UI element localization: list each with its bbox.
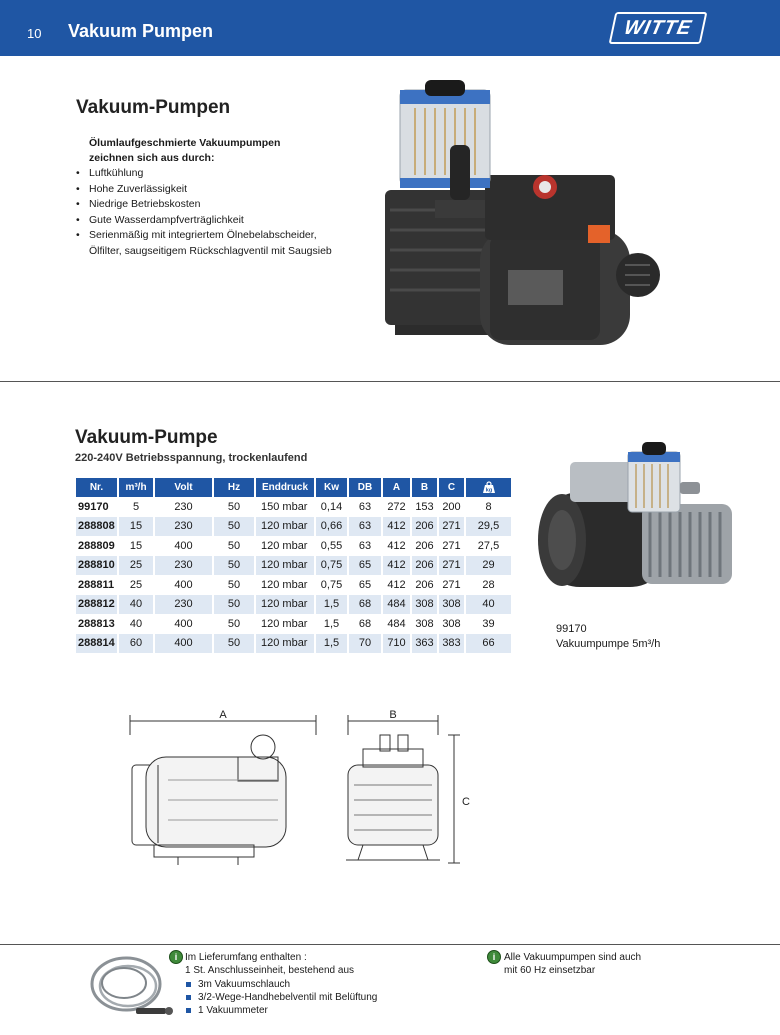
table-cell: 50 [214,634,256,654]
table-cell: 0,75 [316,575,349,595]
table-cell: 25 [119,575,155,595]
table-cell: 272 [383,497,412,517]
table-cell: 484 [383,595,412,615]
table-row [76,497,513,517]
col-header-kw: Kw [316,478,349,497]
table-cell: 230 [155,556,214,576]
table-cell: 288808 [76,517,119,537]
col-header-weight [466,478,513,497]
table-row [76,575,513,595]
col-header-volt: Volt [155,478,214,497]
table-cell: 99170 [76,497,119,517]
table-cell: 230 [155,595,214,615]
table-cell: 28 [466,575,513,595]
table-cell: 65 [349,556,383,576]
list-item: 3/2-Wege-Handhebelventil mit Belüftung [185,991,377,1004]
vacuum-hose-photo [86,950,178,1022]
table-row [76,614,513,634]
table-cell: 29,5 [466,517,513,537]
list-item: • Luftkühlung [76,166,346,182]
table-cell: 50 [214,556,256,576]
table-cell: 39 [466,614,513,634]
table-cell: 15 [119,517,155,537]
list-item: 3m Vakuumschlauch [185,978,377,991]
frequency-note: Alle Vakuumpumpen sind auch mit 60 Hz einsetzbar [504,952,642,976]
table-cell: 0,14 [316,497,349,517]
table-cell: 363 [412,634,439,654]
table-cell: 412 [383,517,412,537]
oil-pump-photo [340,70,670,375]
table-cell: 288809 [76,536,119,556]
table-cell: 120 mbar [256,614,316,634]
svg-text:B: B [389,709,397,721]
col-header-a: A [383,478,412,497]
section-divider [0,381,780,382]
table-row [76,556,513,576]
table-cell: 288813 [76,614,119,634]
col-header-nr: Nr. [76,478,119,497]
table-row [76,634,513,654]
table-cell: 288810 [76,556,119,576]
header-title: Vakuum Pumpen [68,21,214,41]
witte-logo: WITTE [609,12,708,44]
section1-title: Vakuum-Pumpen [76,97,231,118]
table-cell: 0,75 [316,556,349,576]
table-header-row [76,478,513,497]
table-cell: 50 [214,575,256,595]
list-item: • Niedrige Betriebskosten [76,197,346,213]
table-cell: 40 [466,595,513,615]
table-row [76,536,513,556]
svg-text:kg: kg [485,487,492,494]
table-cell: 8 [466,497,513,517]
delivery-list [185,978,377,1017]
table-cell: 308 [412,595,439,615]
info-icon: i [169,950,183,964]
table-cell: 308 [439,595,466,615]
table-cell: 230 [155,497,214,517]
table-cell: 230 [155,517,214,537]
svg-text:A: A [219,709,227,721]
table-row [76,595,513,615]
table-cell: 66 [466,634,513,654]
table-cell: 5 [119,497,155,517]
table-cell: 68 [349,595,383,615]
table-cell: 271 [439,575,466,595]
table-cell: 63 [349,536,383,556]
table-cell: 308 [439,614,466,634]
table-cell: 29 [466,556,513,576]
table-cell: 70 [349,634,383,654]
table-cell: 200 [439,497,466,517]
col-header-enddruck: Enddruck [256,478,316,497]
table-cell: 710 [383,634,412,654]
delivery-scope: Im Lieferumfang enthalten : 1 St. Anschlusseinheit, bestehend aus 3m Vakuumschlauch 3/2-Wege-Handhebelventil mit Belüftung 1 Vakuummeter [185,952,378,1016]
table-cell: 412 [383,575,412,595]
table-cell: 288812 [76,595,119,615]
table-cell: 206 [412,575,439,595]
table-cell: 40 [119,595,155,615]
page-number: 10 [27,26,42,41]
table-cell: 50 [214,536,256,556]
table-cell: 0,66 [316,517,349,537]
specs-table [76,478,513,653]
table-cell: 1,5 [316,614,349,634]
table-cell: 25 [119,556,155,576]
table-cell: 60 [119,634,155,654]
table-cell: 50 [214,595,256,615]
table-cell: 50 [214,517,256,537]
list-item: • Gute Wasserdampfverträglichkeit [76,213,346,229]
col-header-c: C [439,478,466,497]
table-cell: 288811 [76,575,119,595]
section1-intro: Ölumlaufgeschmierte Vakuumpumpen zeichnen sich aus durch: [89,137,281,164]
table-cell: 65 [349,575,383,595]
table-cell: 153 [412,497,439,517]
col-header-b: B [412,478,439,497]
table-cell: 0,55 [316,536,349,556]
feature-list [76,166,346,260]
table-cell: 484 [383,614,412,634]
svg-text:C: C [462,796,470,808]
table-cell: 206 [412,517,439,537]
table-cell: 1,5 [316,634,349,654]
table-cell: 206 [412,556,439,576]
product-caption: 99170 Vakuumpumpe 5m³/h [556,623,661,650]
table-cell: 271 [439,556,466,576]
table-cell: 400 [155,536,214,556]
dimension-drawing [118,705,478,885]
table-cell: 63 [349,497,383,517]
table-cell: 206 [412,536,439,556]
table-cell: 120 mbar [256,595,316,615]
table-cell: 308 [412,614,439,634]
table-cell: 400 [155,634,214,654]
table-cell: 271 [439,536,466,556]
list-item: 1 Vakuummeter [185,1004,377,1017]
page-header [0,0,780,56]
table-cell: 15 [119,536,155,556]
footer-divider [0,944,780,945]
table-row [76,517,513,537]
table-cell: 150 mbar [256,497,316,517]
section2-title: Vakuum-Pumpe [75,427,218,448]
table-cell: 63 [349,517,383,537]
table-cell: 120 mbar [256,575,316,595]
col-header-hz: Hz [214,478,256,497]
info-icon: i [487,950,501,964]
section2-subtitle: 220-240V Betriebsspannung, trockenlaufend [75,452,308,464]
list-item: • Serienmäßig mit integriertem Ölnebelabscheider, Ölfilter, saugseitigem Rückschlagventil mit Saugsieb [76,228,346,259]
table-cell: 1,5 [316,595,349,615]
table-cell: 40 [119,614,155,634]
col-header-db: DB [349,478,383,497]
table-cell: 68 [349,614,383,634]
table-cell: 50 [214,497,256,517]
table-cell: 412 [383,536,412,556]
dry-pump-photo [522,432,742,612]
table-cell: 412 [383,556,412,576]
table-cell: 288814 [76,634,119,654]
table-cell: 120 mbar [256,517,316,537]
table-cell: 120 mbar [256,556,316,576]
list-item: • Hohe Zuverlässigkeit [76,182,346,198]
table-cell: 383 [439,634,466,654]
table-cell: 400 [155,614,214,634]
table-cell: 50 [214,614,256,634]
weight-icon [482,481,496,494]
table-cell: 271 [439,517,466,537]
table-cell: 120 mbar [256,634,316,654]
table-cell: 120 mbar [256,536,316,556]
table-cell: 400 [155,575,214,595]
col-header-flow: m³/h [119,478,155,497]
table-cell: 27,5 [466,536,513,556]
